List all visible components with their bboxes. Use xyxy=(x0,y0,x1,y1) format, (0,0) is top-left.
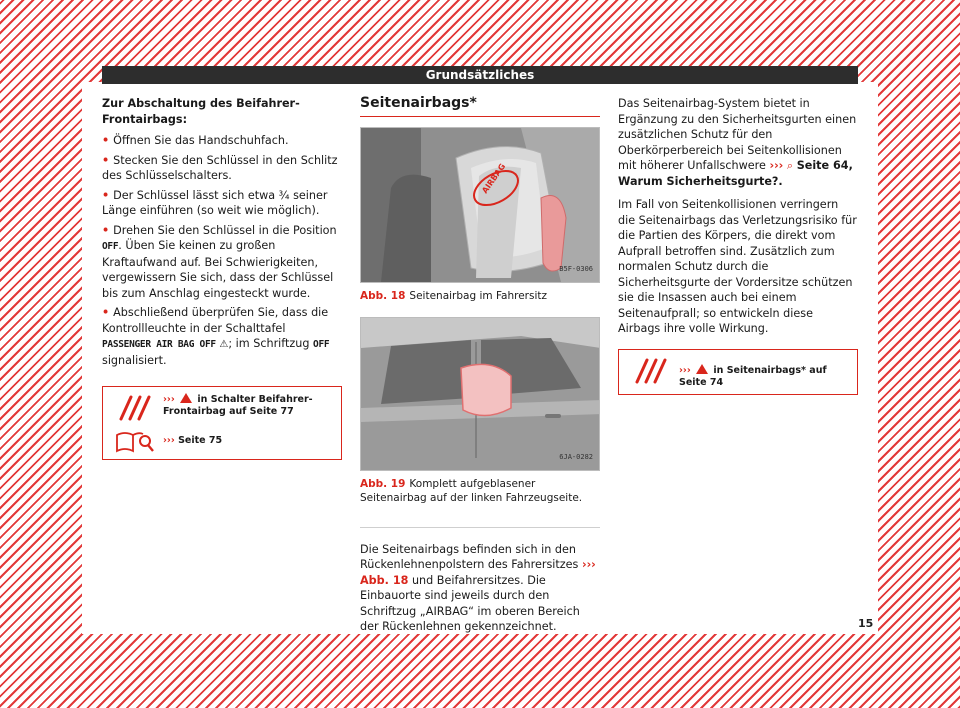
airbag-off-icon: ⚠ xyxy=(219,339,229,350)
bullet-icon: • xyxy=(102,188,110,202)
image-id: B5F-0306 xyxy=(559,265,593,273)
seat-airbag-illustration xyxy=(361,128,600,282)
list-item: • Öffnen Sie das Handschuhfach. xyxy=(102,134,289,147)
warning-bars-icon xyxy=(119,395,153,421)
body-paragraph: Die Seitenairbags befinden sich in den Rückenlehnenpolstern des Fahrersitzes ››› Abb. 18 und Beifahrersitzes. Die Einbauorte sind jeweils durch den Schriftzug „AIRBAG“ im oberen Bereich der Rückenlehnen gekennzeichnet. xyxy=(360,527,600,635)
passenger-airbag-off-label: PASSENGER AIR BAG OFF xyxy=(102,339,216,350)
list-item: • Drehen Sie den Schlüssel in die Position OFF. Üben Sie keinen zu großen Kraftaufwand auf. Bei Schwierigkeiten, vergewissern Sie sich, dass der Schlüssel bis zum Anschlag eingesteckt wurde. xyxy=(102,223,337,300)
warning-triangle-icon xyxy=(696,364,708,374)
arrow-ref-icon: ››› xyxy=(163,394,175,405)
body-paragraph: Im Fall von Seitenkollisionen verringern die Seitenairbags das Verletzungsrisiko für die Partien des Körpers, die direkt vom Aufprall betroffen sind. Zusätzlich zum normalen Schutz durch die Sicherheitsgurte der Vordersitze schützen sie die Insassen auch bei einem Seitenaufprall; so entwickeln diese Airbags ihre volle Wirkung. xyxy=(618,198,857,335)
list-item: • Der Schlüssel lässt sich etwa ¾ seiner Länge einführen (so weit wie möglich). xyxy=(102,188,328,217)
page-header xyxy=(102,66,858,84)
book-magnifier-icon xyxy=(115,429,155,453)
warning-ref[interactable]: ››› in Seitenairbags* auf Seite 74 xyxy=(679,364,827,388)
off-key-label: OFF xyxy=(313,339,330,350)
warning-ref-1[interactable]: ››› in Schalter Beifahrer-Frontairbag auf Seite 77 xyxy=(163,394,313,417)
bullet-icon: • xyxy=(102,223,110,237)
arrow-ref-icon: ››› xyxy=(679,364,691,376)
column-middle xyxy=(360,96,600,635)
list-item: • Stecken Sie den Schlüssel in den Schlitz des Schlüsselschalters. xyxy=(102,153,338,182)
off-key-label: OFF xyxy=(102,241,119,252)
cross-ref-link[interactable]: ››› xyxy=(769,159,784,172)
warning-ref-2[interactable]: ››› Seite 75 xyxy=(163,435,223,446)
book-magnifier-icon: ⌕ xyxy=(786,159,794,172)
figure-caption: Abb. 18 Seitenairbag im Fahrersitz xyxy=(360,289,547,302)
body-paragraph: Das Seitenairbag-System bietet in Ergänzung zu den Sicherheitsgurten einen zusätzlichen Schutz für den Oberkörperbereich bei Seitenkollisionen mit höherer Unfallschwere ››› ⌕ Seite 64, Warum Sicherheitsgurte?. xyxy=(618,97,857,188)
section-title: Seitenairbags* xyxy=(360,96,600,117)
bullet-icon: • xyxy=(102,153,110,167)
warning-box xyxy=(618,349,858,395)
bullet-icon: • xyxy=(102,134,110,147)
airbag-text: AIRBAG xyxy=(480,161,508,195)
warning-bars-icon xyxy=(635,358,669,384)
figure-ref-link[interactable]: ››› Abb. 18 xyxy=(360,558,596,587)
bullet-icon: • xyxy=(102,306,110,319)
figure-side-airbag xyxy=(360,317,600,471)
arrow-ref-icon: ››› xyxy=(163,435,175,446)
warning-box xyxy=(102,386,342,460)
page-number: 15 xyxy=(858,617,874,630)
subheading: Zur Abschaltung des Beifahrer-Frontairbags: xyxy=(102,97,300,126)
image-id: 6JA-0282 xyxy=(559,453,593,461)
column-left xyxy=(102,96,342,460)
page-header-title: Grundsätzliches xyxy=(425,68,535,82)
car-side-airbag-illustration xyxy=(361,318,600,470)
figure-caption: Abb. 19 Komplett aufgeblasener Seitenairbag auf der linken Fahrzeugseite. xyxy=(360,477,583,504)
warning-triangle-icon xyxy=(180,393,192,403)
figure-seat-airbag xyxy=(360,127,600,283)
list-item: • Abschließend überprüfen Sie, dass die Kontrollleuchte in der Schalttafel PASSENGER AIR BAG OFF ⚠; im Schriftzug OFF signalisiert. xyxy=(102,306,330,367)
column-right xyxy=(618,96,858,395)
